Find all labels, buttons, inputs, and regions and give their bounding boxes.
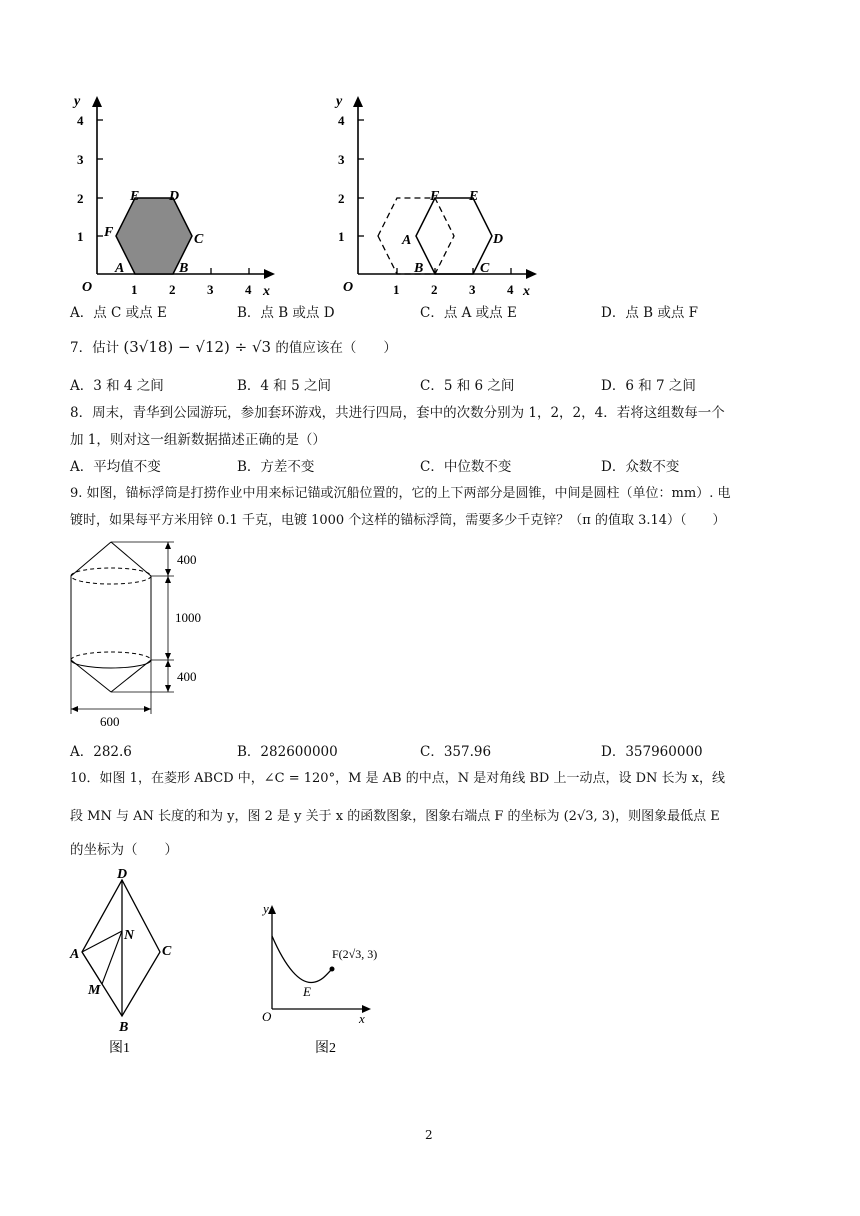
x-axis-label: x [359, 1011, 365, 1026]
origin-label: O [343, 280, 354, 295]
x-tick-4: 4 [245, 282, 252, 297]
q8-stem-line2: 加 1，则对这一组新数据描述正确的是（） [70, 432, 326, 448]
q10-figure1-rhombus [66, 866, 196, 1061]
origin-label: O [82, 280, 93, 295]
figure2-caption: 图2 [315, 1041, 336, 1056]
dim-bottom: 400 [177, 669, 197, 684]
point-A: A [115, 261, 125, 276]
dim-middle: 1000 [175, 610, 201, 625]
q8-option-d: D．众数不变 [601, 459, 680, 475]
q9-stem-line1: 9. 如图，锚标浮筒是打捞作业中用来标记锚或沉船位置的，它的上下两部分是圆锥，中间是圆柱（单位：mm）. 电 [70, 486, 731, 501]
point-B: B [119, 1020, 129, 1035]
x-tick-2: 2 [431, 282, 438, 297]
y-axis-label: y [336, 94, 343, 109]
y-tick-3: 3 [338, 152, 345, 167]
point-C: C [194, 232, 204, 247]
q10-figure2-graph [255, 896, 405, 1061]
q7-option-c: C．5 和 6 之间 [420, 378, 515, 394]
q7-stem [70, 336, 397, 356]
q9-option-a: A．282.6 [70, 744, 132, 760]
x-tick-4: 4 [507, 282, 514, 297]
y-tick-1: 1 [77, 229, 84, 244]
x-tick-2: 2 [169, 282, 176, 297]
q9-option-d: D．357960000 [601, 744, 703, 760]
q7-option-d: D．6 和 7 之间 [601, 378, 696, 394]
point-F-label: F(2√3, 3) [332, 947, 378, 961]
y-tick-3: 3 [77, 152, 84, 167]
y-tick-4: 4 [338, 113, 345, 128]
y-axis-label: y [74, 94, 81, 109]
origin-label: O [262, 1009, 272, 1024]
q9-buoy-figure [62, 536, 232, 731]
q8-option-b: B．方差不变 [237, 459, 315, 475]
point-A: A [402, 233, 412, 248]
y-tick-2: 2 [338, 191, 345, 206]
point-N: N [124, 928, 135, 943]
q9-option-b: B．282600000 [237, 744, 338, 760]
point-D: D [169, 189, 180, 204]
point-F: F [104, 225, 114, 240]
q7-option-b: B．4 和 5 之间 [237, 378, 331, 394]
point-C: C [480, 261, 490, 276]
q6-left-figure [60, 88, 290, 303]
point-E: E [130, 189, 140, 204]
y-axis-label: y [263, 901, 269, 916]
q7-option-a: A．3 和 4 之间 [70, 378, 164, 394]
point-A: A [70, 947, 80, 962]
point-D: D [493, 232, 504, 247]
q6-right-figure [320, 88, 550, 303]
page-number: 2 [425, 1128, 433, 1142]
point-F: F [430, 189, 440, 204]
point-M: M [88, 983, 101, 998]
q7-expression: (3√18) − √12) ÷ √3 [123, 338, 272, 356]
q7-suffix: 的值应该在（ ） [275, 340, 397, 356]
x-tick-3: 3 [207, 282, 214, 297]
x-tick-1: 1 [393, 282, 400, 297]
dim-top: 400 [177, 552, 197, 567]
y-tick-2: 2 [77, 191, 84, 206]
q10-stem-line3: 的坐标为（ ） [70, 842, 178, 858]
q8-option-c: C．中位数不变 [420, 459, 512, 475]
q9-stem-line2: 镀时，如果每平方米用锌 0.1 千克，电镀 1000 个这样的锚标浮筒，需要多少千克锌？（π 的值取 3.14）（ ） [70, 513, 726, 528]
point-E: E [469, 189, 479, 204]
point-D: D [117, 867, 128, 882]
q8-stem-line1: 8．周末，青华到公园游玩，参加套环游戏，共进行四局，套中的次数分别为 1，2，2，4．若将这组数每一个 [70, 405, 725, 421]
q6-option-a: A．点 C 或点 E [70, 305, 167, 321]
x-tick-1: 1 [131, 282, 138, 297]
q6-option-b: B．点 B 或点 D [237, 305, 335, 321]
point-C: C [162, 944, 172, 959]
q9-option-c: C．357.96 [420, 744, 492, 760]
point-E: E [303, 984, 311, 999]
q6-option-d: D．点 B 或点 F [601, 305, 698, 321]
y-tick-1: 1 [338, 229, 345, 244]
y-tick-4: 4 [77, 113, 84, 128]
point-B: B [414, 261, 424, 276]
x-axis-label: x [523, 284, 530, 299]
point-B: B [179, 261, 189, 276]
x-axis-label: x [263, 284, 270, 299]
q8-option-a: A．平均值不变 [70, 459, 161, 475]
x-tick-3: 3 [469, 282, 476, 297]
dim-width: 600 [100, 714, 120, 729]
q10-stem-line1: 10．如图 1，在菱形 ABCD 中，∠C = 120°，M 是 AB 的中点，N 是对角线 BD 上一动点，设 DN 长为 x，线 [70, 771, 725, 786]
figure1-caption: 图1 [109, 1041, 130, 1056]
q6-option-c: C．点 A 或点 E [420, 305, 517, 321]
q10-stem-line2: 段 MN 与 AN 长度的和为 y，图 2 是 y 关于 x 的函数图象，图象右端点 F 的坐标为 (2√3, 3)，则图象最低点 E [70, 809, 720, 824]
q7-prefix: 7．估计 [70, 340, 120, 356]
